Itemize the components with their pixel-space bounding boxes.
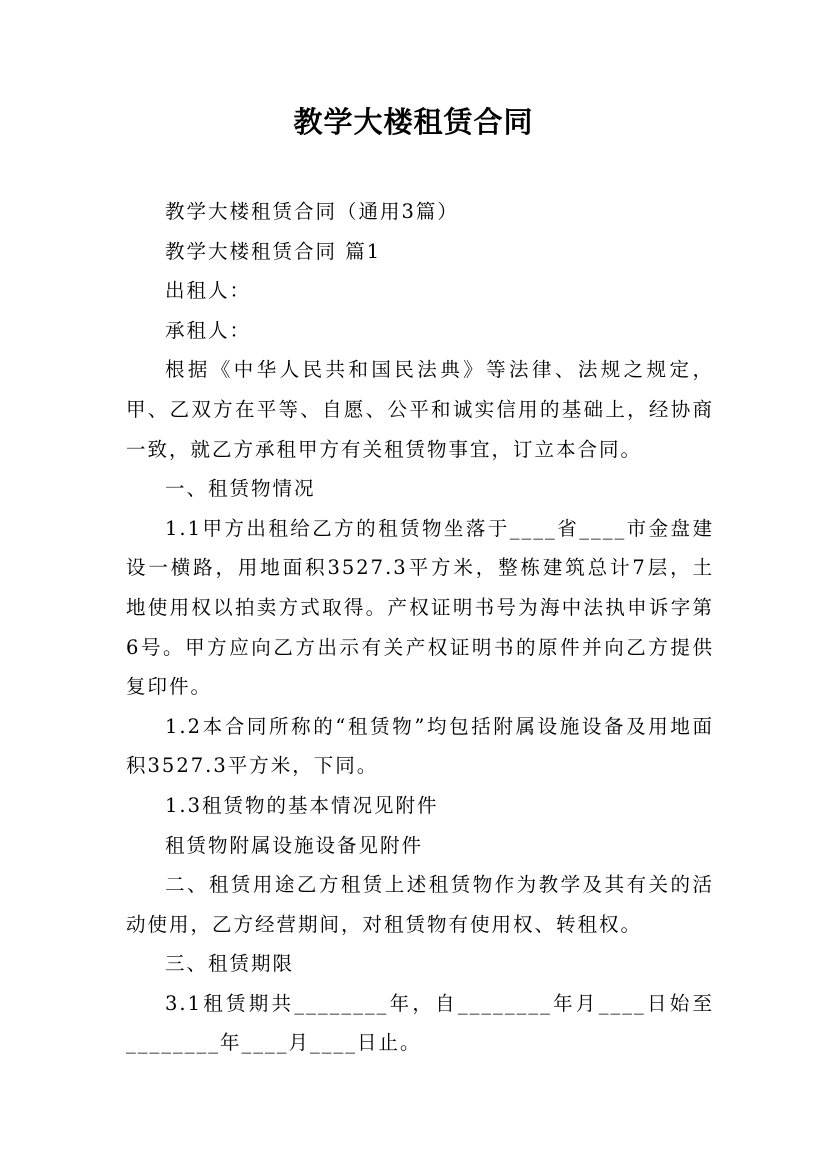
paragraph-clause-2: 二、租赁用途乙方租赁上述租赁物作为教学及其有关的活动使用，乙方经营期间，对租赁物有使用权、转租权。	[126, 873, 714, 936]
paragraph-section-heading: 教学大楼租赁合同 篇1	[165, 239, 382, 263]
paragraph-subtitle: 教学大楼租赁合同（通用3篇）	[165, 200, 459, 223]
paragraph-lessee: 承租人：	[165, 318, 252, 342]
paragraph-clause-1-2: 1.2本合同所称的“租赁物”均包括附属设施设备及用地面积3527.3平方米，下同。	[126, 714, 714, 778]
document-title: 教学大楼租赁合同	[293, 105, 534, 139]
paragraph-clause-1-1: 1.1甲方出租给乙方的租赁物坐落于____省____市金盘建设一横路，用地面积3527.3平方米，整栋建筑总计7层，土地使用权以拍卖方式取得。产权证明书号为海中法执申诉字第6号。甲方应向乙方出示有关产权证明书的原件并向乙方提供复印件。	[126, 516, 714, 699]
paragraph-lessor: 出租人：	[165, 279, 252, 303]
paragraph-clause-3-heading: 三、租赁期限	[165, 952, 295, 976]
paragraph-attachment-note: 租赁物附属设施设备见附件	[165, 833, 424, 857]
document-body	[126, 192, 714, 1063]
paragraph-clause-1-heading: 一、租赁物情况	[165, 477, 316, 501]
paragraph-preamble: 根据《中华人民共和国民法典》等法律、法规之规定，甲、乙双方在平等、自愿、公平和诚实信用的基础上，经协商一致，就乙方承租甲方有关租赁物事宜，订立本合同。	[126, 358, 714, 461]
paragraph-clause-1-3: 1.3租赁物的基本情况见附件	[165, 793, 439, 817]
paragraph-clause-3-1: 3.1租赁期共________年，自________年月____日始至________年____月____日止。	[126, 991, 714, 1055]
